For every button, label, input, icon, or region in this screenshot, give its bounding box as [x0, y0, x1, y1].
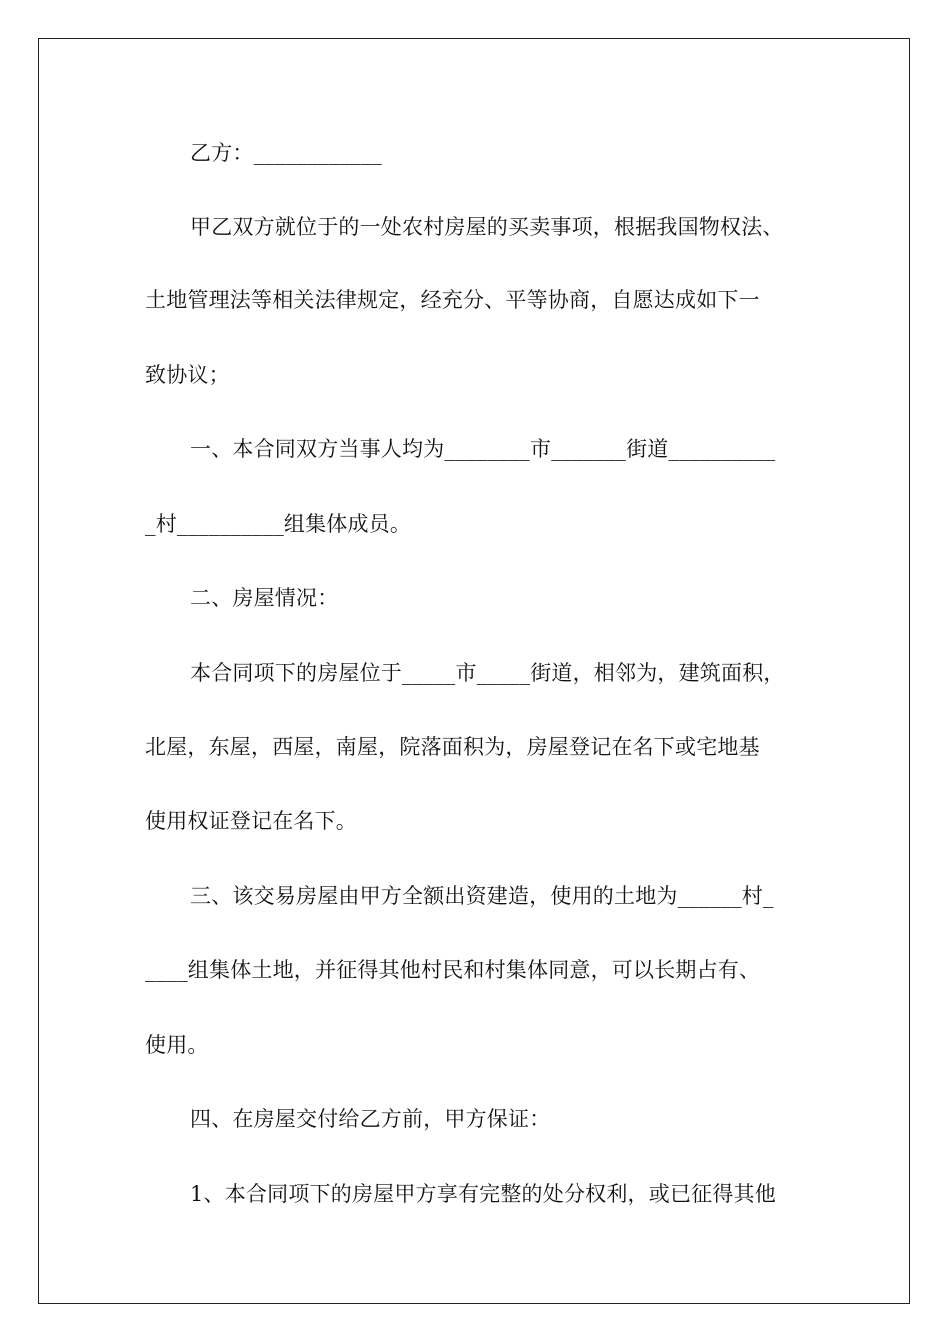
clause-1-line-1: 一、本合同双方当事人均为________市_______街道__________: [190, 437, 776, 461]
clause-4-item-1: 1、本合同项下的房屋甲方享有完整的处分权利，或已征得其他: [190, 1182, 776, 1206]
intro-paragraph-line-1: 甲乙双方就位于的一处农村房屋的买卖事项，根据我国物权法、: [190, 215, 784, 239]
clause-2-heading: 二、房屋情况：: [190, 586, 339, 610]
intro-paragraph-line-3: 致协议；: [145, 363, 230, 387]
intro-paragraph-line-2: 土地管理法等相关法律规定，经充分、平等协商，自愿达成如下一: [145, 288, 760, 312]
clause-1-line-2: _村__________组集体成员。: [145, 512, 412, 536]
clause-3-line-3: 使用。: [145, 1033, 209, 1057]
clause-2-line-3: 使用权证登记在名下。: [145, 809, 357, 833]
party-b-line: 乙方：____________: [190, 141, 382, 165]
clause-3-line-1: 三、该交易房屋由甲方全额出资建造，使用的土地为______村_: [190, 884, 774, 908]
clause-3-line-2: ____组集体土地，并征得其他村民和村集体同意，可以长期占有、: [145, 958, 761, 982]
clause-2-line-2: 北屋，东屋，西屋，南屋，院落面积为，房屋登记在名下或宅地基: [145, 735, 760, 759]
clause-2-line-1: 本合同项下的房屋位于_____市_____街道，相邻为，建筑面积，: [190, 661, 785, 685]
clause-4-heading: 四、在房屋交付给乙方前，甲方保证：: [190, 1107, 551, 1131]
